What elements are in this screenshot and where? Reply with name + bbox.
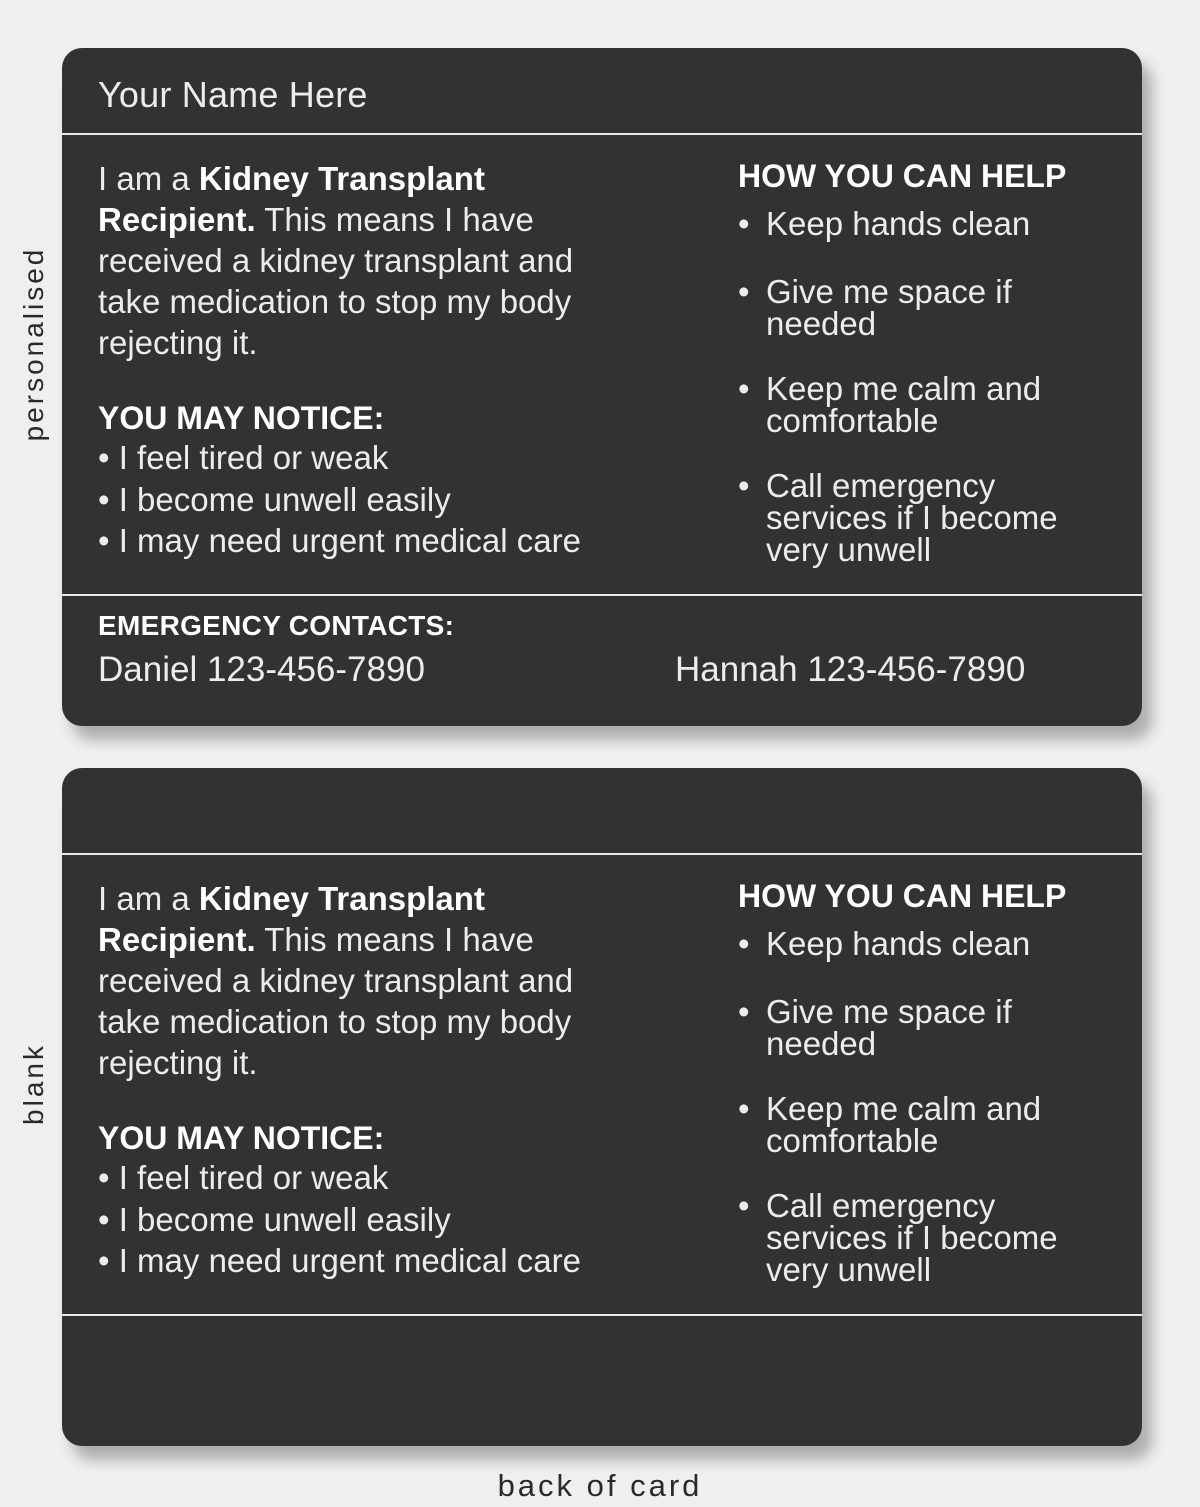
notice-item: • I become unwell easily: [98, 480, 451, 518]
intro-prefix: I am a: [98, 880, 199, 917]
divider-top: [62, 133, 1142, 135]
intro-prefix: I am a: [98, 160, 199, 197]
notice-list: [98, 437, 581, 562]
contact-1: Daniel 123-456-7890: [98, 650, 425, 689]
divider-bottom: [62, 1314, 1142, 1316]
notice-title: YOU MAY NOTICE:: [98, 1120, 385, 1156]
help-item: • Keep hands clean: [766, 928, 1121, 960]
divider-top: [62, 853, 1142, 855]
contacts-title: EMERGENCY CONTACTS:: [98, 610, 455, 641]
intro-rest: This means I have received a kidney transplant and take medication to stop my body rejecting it.: [98, 921, 574, 1081]
help-item: • Call emergency services if I become very unwell: [766, 1190, 1121, 1286]
help-item: • Give me space if needed: [766, 276, 1121, 340]
intro-rest: This means I have received a kidney transplant and take medication to stop my body rejecting it.: [98, 201, 574, 361]
side-label-personalised: personalised: [18, 246, 49, 442]
card-holder-name: Your Name Here: [98, 74, 368, 115]
intro-bold: Kidney Transplant Recipient.: [98, 160, 485, 238]
side-label-blank: blank: [18, 1043, 49, 1125]
notice-item: • I become unwell easily: [98, 1200, 451, 1238]
notice-list: [98, 1157, 581, 1282]
intro-text: [98, 158, 618, 363]
divider-bottom: [62, 594, 1142, 596]
help-title: HOW YOU CAN HELP: [738, 158, 1067, 194]
notice-item: • I may need urgent medical care: [98, 522, 581, 559]
caption-back-of-card: back of card: [497, 1468, 703, 1503]
notice-item: • I feel tired or weak: [98, 439, 389, 476]
help-item: • Keep me calm and comfortable: [766, 1093, 1121, 1157]
help-title: HOW YOU CAN HELP: [738, 878, 1067, 914]
card-personalised: [62, 48, 1142, 726]
help-item: • Keep hands clean: [766, 208, 1121, 240]
card-blank: [62, 768, 1142, 1446]
intro-text: [98, 878, 618, 1083]
intro-bold: Kidney Transplant Recipient.: [98, 880, 485, 958]
help-item: • Keep me calm and comfortable: [766, 373, 1121, 437]
help-item: • Call emergency services if I become very unwell: [766, 470, 1121, 566]
contact-2: Hannah 123-456-7890: [675, 650, 1026, 689]
notice-item: • I feel tired or weak: [98, 1159, 389, 1196]
notice-title: YOU MAY NOTICE:: [98, 400, 385, 436]
help-item: • Give me space if needed: [766, 996, 1121, 1060]
notice-item: • I may need urgent medical care: [98, 1242, 581, 1279]
